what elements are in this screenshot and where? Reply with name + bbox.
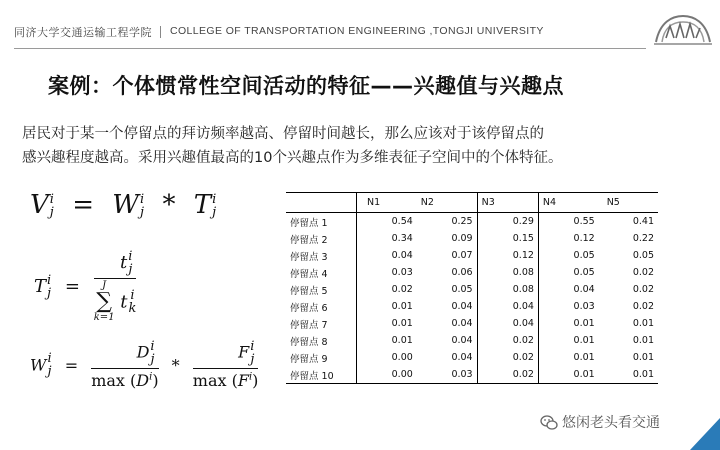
table-cell: 0.15 xyxy=(477,230,538,247)
table-row xyxy=(286,230,658,247)
table-cell: 0.00 xyxy=(357,349,417,366)
table-cell: 0.01 xyxy=(632,318,654,329)
table-cell: 0.03 xyxy=(357,264,417,281)
row-label: 停留点 3 xyxy=(290,251,328,263)
table-cell: 0.04 xyxy=(477,315,538,332)
table-header-row xyxy=(286,193,658,213)
table-cell: 0.02 xyxy=(357,281,417,298)
table-cell: 0.01 xyxy=(538,315,598,332)
table-cell: 0.09 xyxy=(451,233,473,244)
table-cell: 0.54 xyxy=(357,213,417,231)
wechat-icon xyxy=(540,415,558,431)
table-cell: 0.05 xyxy=(538,264,598,281)
table-cell: 0.01 xyxy=(538,349,598,366)
tongji-logo-icon xyxy=(652,8,714,50)
table-cell: 0.04 xyxy=(451,318,473,329)
table-header-n2: N2 xyxy=(417,193,477,213)
table-row xyxy=(286,298,658,315)
table-row xyxy=(286,349,658,366)
table-row xyxy=(286,281,658,298)
slide-header xyxy=(0,0,720,58)
table-cell: 0.05 xyxy=(451,284,473,295)
table-row xyxy=(286,213,658,231)
table-cell: 0.01 xyxy=(357,332,417,349)
table-header-n5: N5 xyxy=(599,193,658,213)
row-label: 停留点 9 xyxy=(290,353,328,365)
table-cell: 0.34 xyxy=(357,230,417,247)
table-cell: 0.12 xyxy=(477,247,538,264)
table-cell: 0.00 xyxy=(357,366,417,384)
wechat-watermark xyxy=(540,412,660,432)
table-cell: 0.04 xyxy=(451,352,473,363)
table-header-n4: N4 xyxy=(538,193,598,213)
row-label: 停留点 5 xyxy=(290,285,328,297)
table-cell: 0.55 xyxy=(538,213,598,231)
table-row xyxy=(286,366,658,384)
table-cell: 0.02 xyxy=(632,284,654,295)
slide-title: 案例：个体惯常性空间活动的特征——兴趣值与兴趣点 xyxy=(48,74,564,98)
school-name-cn: 同济大学交通运输工程学院 xyxy=(14,26,152,39)
table-cell: 0.01 xyxy=(538,332,598,349)
table-cell: 0.04 xyxy=(538,281,598,298)
header-rule xyxy=(14,48,646,49)
row-label: 停留点 6 xyxy=(290,302,328,314)
table-cell: 0.04 xyxy=(357,247,417,264)
corner-decoration xyxy=(690,418,720,450)
table-cell: 0.03 xyxy=(538,298,598,315)
table-cell: 0.01 xyxy=(599,366,658,384)
formula-interest-value: V i j = W i j * T i j xyxy=(30,190,217,220)
row-label: 停留点 10 xyxy=(286,366,357,384)
table-cell: 0.29 xyxy=(477,213,538,231)
row-label: 停留点 8 xyxy=(290,336,328,348)
description-paragraph xyxy=(22,122,712,170)
header-separator xyxy=(160,26,161,38)
table-cell: 0.01 xyxy=(538,366,598,384)
table-row xyxy=(286,247,658,264)
formula-time-weight: T i j = t i j J ∑ k=1 t i k xyxy=(34,249,137,323)
formula-frequency-weight: W i j = D i j $\max (D^i)$ * F i j $\max (F^i)$ xyxy=(30,339,259,390)
description-line-2: 感兴趣程度越高。采用兴趣值最高的10个兴趣点作为多维表征子空间中的个体特征。 xyxy=(22,150,563,166)
table-cell: 0.22 xyxy=(632,233,654,244)
table-cell: 0.01 xyxy=(357,298,417,315)
table-cell: 0.08 xyxy=(477,281,538,298)
table-cell: 0.08 xyxy=(477,264,538,281)
table-cell: 0.01 xyxy=(632,335,654,346)
table-cell: 0.03 xyxy=(417,366,477,384)
table-header-cell xyxy=(286,193,357,213)
table-cell: 0.01 xyxy=(357,315,417,332)
row-label: 停留点 2 xyxy=(290,234,328,246)
table-cell: 0.04 xyxy=(477,298,538,315)
table-cell: 0.41 xyxy=(632,216,654,227)
table-cell: 0.02 xyxy=(632,267,654,278)
table-row xyxy=(286,264,658,281)
table-cell: 0.06 xyxy=(451,267,473,278)
description-line-1: 居民对于某一个停留点的拜访频率越高、停留时间越长，那么应该对于该停留点的 xyxy=(22,126,544,142)
row-label: 停留点 4 xyxy=(290,268,328,280)
table-cell: 0.04 xyxy=(451,301,473,312)
table-cell: 0.02 xyxy=(632,301,654,312)
table-cell: 0.02 xyxy=(477,366,538,384)
table-cell: 0.05 xyxy=(632,250,654,261)
row-label: 停留点 1 xyxy=(290,217,328,229)
table-cell: 0.02 xyxy=(477,332,538,349)
table-cell: 0.04 xyxy=(451,335,473,346)
table-row xyxy=(286,315,658,332)
table-header-n1: N1 xyxy=(357,193,417,213)
school-name-en: COLLEGE OF TRANSPORTATION ENGINEERING ,TONGJI UNIVERSITY xyxy=(170,25,544,37)
interest-value-table xyxy=(286,192,658,384)
table-cell: 0.05 xyxy=(538,247,598,264)
table-cell: 0.02 xyxy=(477,349,538,366)
table-header-n3: N3 xyxy=(477,193,538,213)
table-cell: 0.07 xyxy=(451,250,473,261)
table-cell: 0.12 xyxy=(538,230,598,247)
table-cell: 0.01 xyxy=(632,352,654,363)
row-label: 停留点 7 xyxy=(290,319,328,331)
watermark-text: 悠闲老头看交通 xyxy=(562,415,660,431)
table-cell: 0.25 xyxy=(451,216,473,227)
table-row xyxy=(286,332,658,349)
